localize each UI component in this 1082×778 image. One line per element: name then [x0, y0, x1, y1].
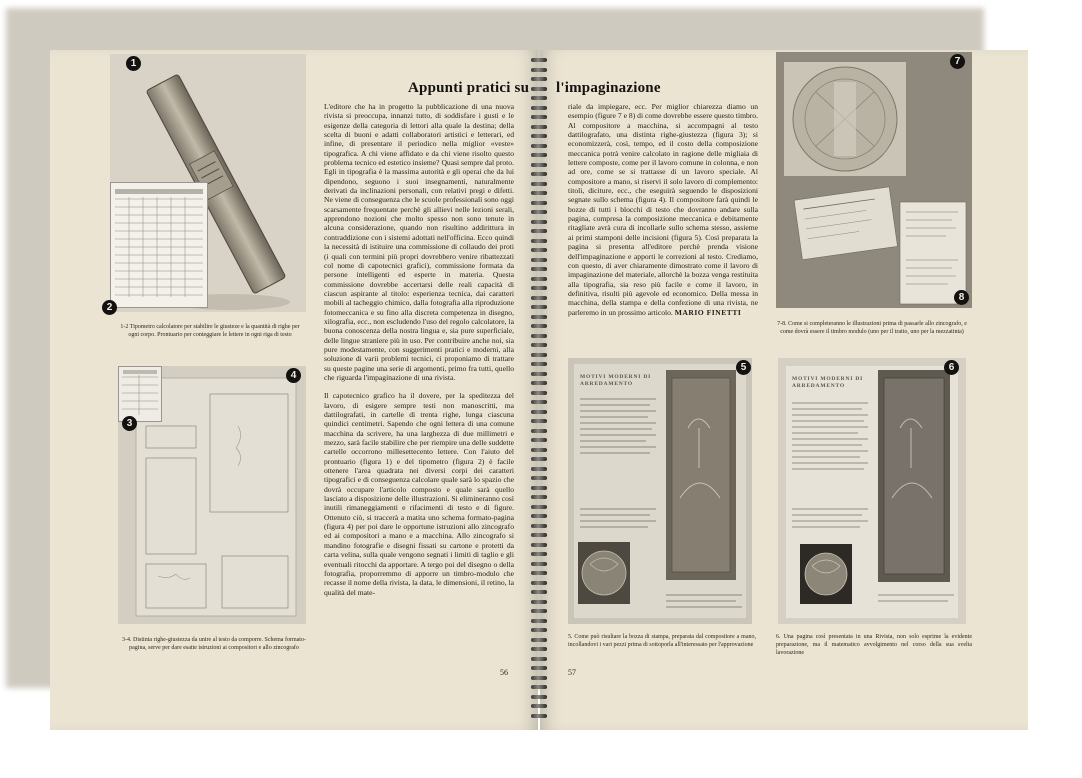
spiral-coil [531, 505, 547, 509]
spiral-coil [531, 600, 547, 604]
figure-number-8: 8 [954, 290, 969, 305]
spiral-coil [531, 609, 547, 613]
spiral-coil [531, 239, 547, 243]
spiral-coil [531, 467, 547, 471]
figure-number-2: 2 [102, 300, 117, 315]
spiral-coil [531, 657, 547, 661]
spiral-coil [531, 638, 547, 642]
prontuario-grid [111, 183, 207, 307]
spiral-binding [531, 58, 547, 722]
author-name: MARIO FINETTI [674, 307, 742, 317]
spiral-coil [531, 438, 547, 442]
spiral-coil [531, 87, 547, 91]
spiral-coil [531, 125, 547, 129]
caption-figure-6: 6. Una pagina così presentata in una Rivista, non solo esprime la evidente preparazione, ma il matematico avvolgimento nel corso della sua svelta lavorazione [776, 634, 972, 656]
figure-number-4: 4 [286, 368, 301, 383]
spiral-coil [531, 106, 547, 110]
spiral-coil [531, 581, 547, 585]
spiral-coil [531, 533, 547, 537]
page-number-left: 56 [500, 668, 508, 677]
spiral-coil [531, 201, 547, 205]
spiral-coil [531, 628, 547, 632]
spiral-coil [531, 324, 547, 328]
figure-number-6: 6 [944, 360, 959, 375]
spiral-coil [531, 353, 547, 357]
spiral-coil [531, 220, 547, 224]
spiral-coil [531, 381, 547, 385]
spiral-coil [531, 68, 547, 72]
caption-figure-5: 5. Come può risultare la bozza di stampa, preparata dal compositore a mano, incollandovi i vari pezzi prima di sottoporla all'interessato per l'approvazione [568, 634, 756, 648]
photo-timbro-modulo [776, 52, 972, 308]
article-title-part2: l'impaginazione [556, 80, 661, 96]
spiral-coil [531, 429, 547, 433]
spiral-coil [531, 514, 547, 518]
photo-tipometro [110, 54, 306, 312]
spiral-coil [531, 714, 547, 718]
paragraph-1: L'editore che ha in progetto la pubblicazione di una nuova rivista si preoccupa, innanzi tutto, di soddisfare i gusti e le esigenze della categoria di lettori alla quale la destina; della scelta di buoni e adatti collaboratori artistici e letterari, ed infine, di presentare il periodico nella miglior «veste» tipografica. A chi viene affidato e da chi viene risolto questo problema tecnico ed estetico insieme? Quasi sempre dal proto. Egli in tipografia è la massima autorità e gli operai che da lui dipendono, seguono i suoi insegnamenti, naturalmente derivati da inclinazioni personali, con relativi pregi e difetti. Ne viene di conseguenza che le scuole professionali sono oggi scarsamente frequentate perchè gli allievi nelle lezioni serali, apprendono nozioni che molto spesso non sono tenute in alcuna considerazione, quando non risultino addirittura in contraddizione con i sistemi adottati nell'officina. Ecco quindi la necessità di istituire una commissione di collaudo dei proti (i quali con termini più propri dovrebbero venire ribattezzati col nome di capotecnici grafici), commissione formata da persone intelligenti ed esperte in materia. Questa commissione dovrebbe accertarsi delle reali capacità di ciascun aspirante al titolo: esperienza tecnica, dai caratteri mobili al tacheggio chimico, dalla fotografia alla riproduzione fotomeccanica e su fino alla discreta competenza in disegno, xilografia, ecc., non escludendo l'uso del regolo calcolatore, la buona conoscenza della nostra lingua e, sia pure superficiale, delle lingue straniere più in uso. Per contribuire anche noi, sia pure modestamente, con suggerimenti pratici e moderni, alla soluzione di varii problemi tecnici, ci proponiamo di trattare su queste pagine una serie di argomenti, primo fra tutti, quello che riguarda l'impaginazione di una rivista. [324, 102, 514, 382]
spiral-coil [531, 372, 547, 376]
paragraph-3-text: riale da impiegare, ecc. Per miglior chiarezza diamo un esempio (figure 7 e 8) di come dovrebbe essere questo timbro. Al compositore a macchina, si accompagni al testo dattilografato, una distinta righe-giustezza (figura 3); si economizzerà, così, tempo, ed il costo della composizione meccanica potrà venire calcolato in ragione delle migliaia di lettere composte, come per il lavoro comune in colonna, e non ad ore, come se si trattasse di un lavoro speciale. Al compositore a mano, si riservi il solo lavoro di complemento: titoli, diciture, ecc., che eseguirà seguendo le disposizioni segnate sullo schema (figura 4). Il compositore farà quindi le bozze di tutti i blocchi di testo che dovranno andare sulla pagina, compresa la composizione meccanica e debitamente ritagliate avrà cura di incollarle sullo schema stesso, assieme ai primi stamponi delle incisioni (figura 5). Così preparata la pagina si presenta all'editore perchè prenda visione dell'impaginazione e apporti le correzioni al testo. Crediamo, con questo, di aver chiaramente dimostrato come il lavoro di impaginazione del materiale, allorchè la bozza venga restituita alla tipografia, sia reso più facile e come il lavoro, in definitiva, risulti più agevole ed economico. Della messa in macchina, della stampa e della confezione di una rivista, ne parleremo in un prossimo articolo. [568, 102, 758, 317]
paragraph-gap [324, 382, 514, 391]
caption-figures-7-8: 7-8. Come si completeranno le illustrazioni prima di passarle allo zincografo, e come dovrà essere il timbro modulo (uno per il tratto, uno per la mezzatinta) [777, 321, 967, 335]
distinta-card [118, 366, 162, 422]
spiral-coil [531, 277, 547, 281]
spiral-coil [531, 419, 547, 423]
right-article-column [568, 102, 758, 317]
spiral-coil [531, 343, 547, 347]
spiral-coil [531, 571, 547, 575]
spiral-coil [531, 410, 547, 414]
spiral-coil [531, 258, 547, 262]
spiral-coil [531, 134, 547, 138]
spiral-coil [531, 552, 547, 556]
bozza-illustration [568, 358, 752, 624]
spiral-coil [531, 286, 547, 290]
spiral-coil [531, 267, 547, 271]
caption-figures-1-2: 1-2 Tipometro calcolatore per stabilire le giusteze e la quantità di righe per ogni corpo. Prontuario per conteggiare le lettere in ogni riga di testo [120, 324, 300, 338]
spiral-coil [531, 58, 547, 62]
paragraph-3 [568, 102, 758, 317]
figure-number-7: 7 [950, 54, 965, 69]
spiral-coil [531, 495, 547, 499]
figure-number-1: 1 [126, 56, 141, 71]
spiral-coil [531, 210, 547, 214]
spiral-coil [531, 391, 547, 395]
spiral-coil [531, 457, 547, 461]
paragraph-2: Il capotecnico grafico ha il dovere, per la speditezza del lavoro, di esigere sempre testi non manoscritti, ma dattilografati, in cartelle di trenta righe, lunga ciascuna quindici centimetri. Sapendo che ogni lettera di una comune macchina da scrivere, ha una larghezza di due millimetri e mezzo, sarà facile stabilire che per riempire una delle suddette cartelle occorrono millesettecento lettere. Con l'aiuto del prontuario (figura 1) e del tipometro (figura 2) è facile ottenere l'area quadrata nei diversi corpi dei caratteri tipografici e di conseguenza calcolare quale sarà lo spazio che dovrà occupare l'articolo composto e quale sarà quello lasciato a disposizione delle illustrazioni. Si elimineranno così inutili rimaneggiamenti e rifacimenti di testo e di figure. Ottenuto ciò, si traccerà a matita uno schema formato-pagina (figura 4) per poi dare le opportune istruzioni allo zincografo ed ai compositori a mano e a macchina. Allo zincografo si mandino fotografie e disegni fissati su cartone e protetti da carta velina, sulla quale vengono segnati i limiti di taglio e gli eventuali ritocchi da apportare. A tergo poi del disegno o della fotografia, proporremmo di apporre un timbro-modulo che recasse il nome della rivista, la data, le dimensioni, il retino, la qualità del mate- [324, 391, 514, 597]
spiral-coil [531, 229, 547, 233]
timbro-illustration [776, 52, 972, 308]
right-page [540, 50, 1028, 730]
spiral-coil [531, 96, 547, 100]
spiral-coil [531, 590, 547, 594]
spiral-coil [531, 248, 547, 252]
spiral-coil [531, 562, 547, 566]
spiral-coil [531, 476, 547, 480]
spiral-coil [531, 448, 547, 452]
spiral-coil [531, 77, 547, 81]
spiral-coil [531, 115, 547, 119]
spiral-coil [531, 695, 547, 699]
spiral-coil [531, 315, 547, 319]
spiral-coil [531, 666, 547, 670]
magazine-spread [50, 50, 1028, 730]
spiral-coil [531, 182, 547, 186]
article-title-part1: Appunti pratici su [408, 80, 530, 96]
spiral-coil [531, 334, 547, 338]
spiral-coil [531, 172, 547, 176]
spiral-coil [531, 704, 547, 708]
spiral-coil [531, 163, 547, 167]
left-article-column [324, 102, 514, 597]
spiral-coil [531, 543, 547, 547]
left-page [50, 50, 538, 730]
figure-number-3: 3 [122, 416, 137, 431]
photo-bozza-stampa [568, 358, 752, 624]
spiral-coil [531, 524, 547, 528]
figure-number-5: 5 [736, 360, 751, 375]
spiral-coil [531, 191, 547, 195]
spiral-coil [531, 685, 547, 689]
mock-heading-6: MOTIVI MODERNI DI ARREDAMENTO [792, 376, 864, 389]
spiral-coil [531, 676, 547, 680]
spiral-coil [531, 362, 547, 366]
caption-figures-3-4: 3-4. Distinta righe-giustezza da unire al testo da comporre. Schema formato-pagina, serve per dare esatte istruzioni ai compositori e allo zincografo [122, 637, 306, 651]
spiral-coil [531, 486, 547, 490]
page-number-right: 57 [568, 668, 576, 677]
spiral-coil [531, 296, 547, 300]
spiral-coil [531, 647, 547, 651]
spiral-coil [531, 144, 547, 148]
pagina-illustration [778, 358, 966, 624]
photo-pagina-rivista [778, 358, 966, 624]
mock-heading-5: MOTIVI MODERNI DI ARREDAMENTO [580, 374, 652, 387]
spiral-coil [531, 305, 547, 309]
spiral-coil [531, 400, 547, 404]
photo-schema-formato [118, 366, 306, 624]
spiral-coil [531, 619, 547, 623]
prontuario-card [110, 182, 208, 308]
distinta-grid [119, 367, 161, 421]
spiral-coil [531, 153, 547, 157]
